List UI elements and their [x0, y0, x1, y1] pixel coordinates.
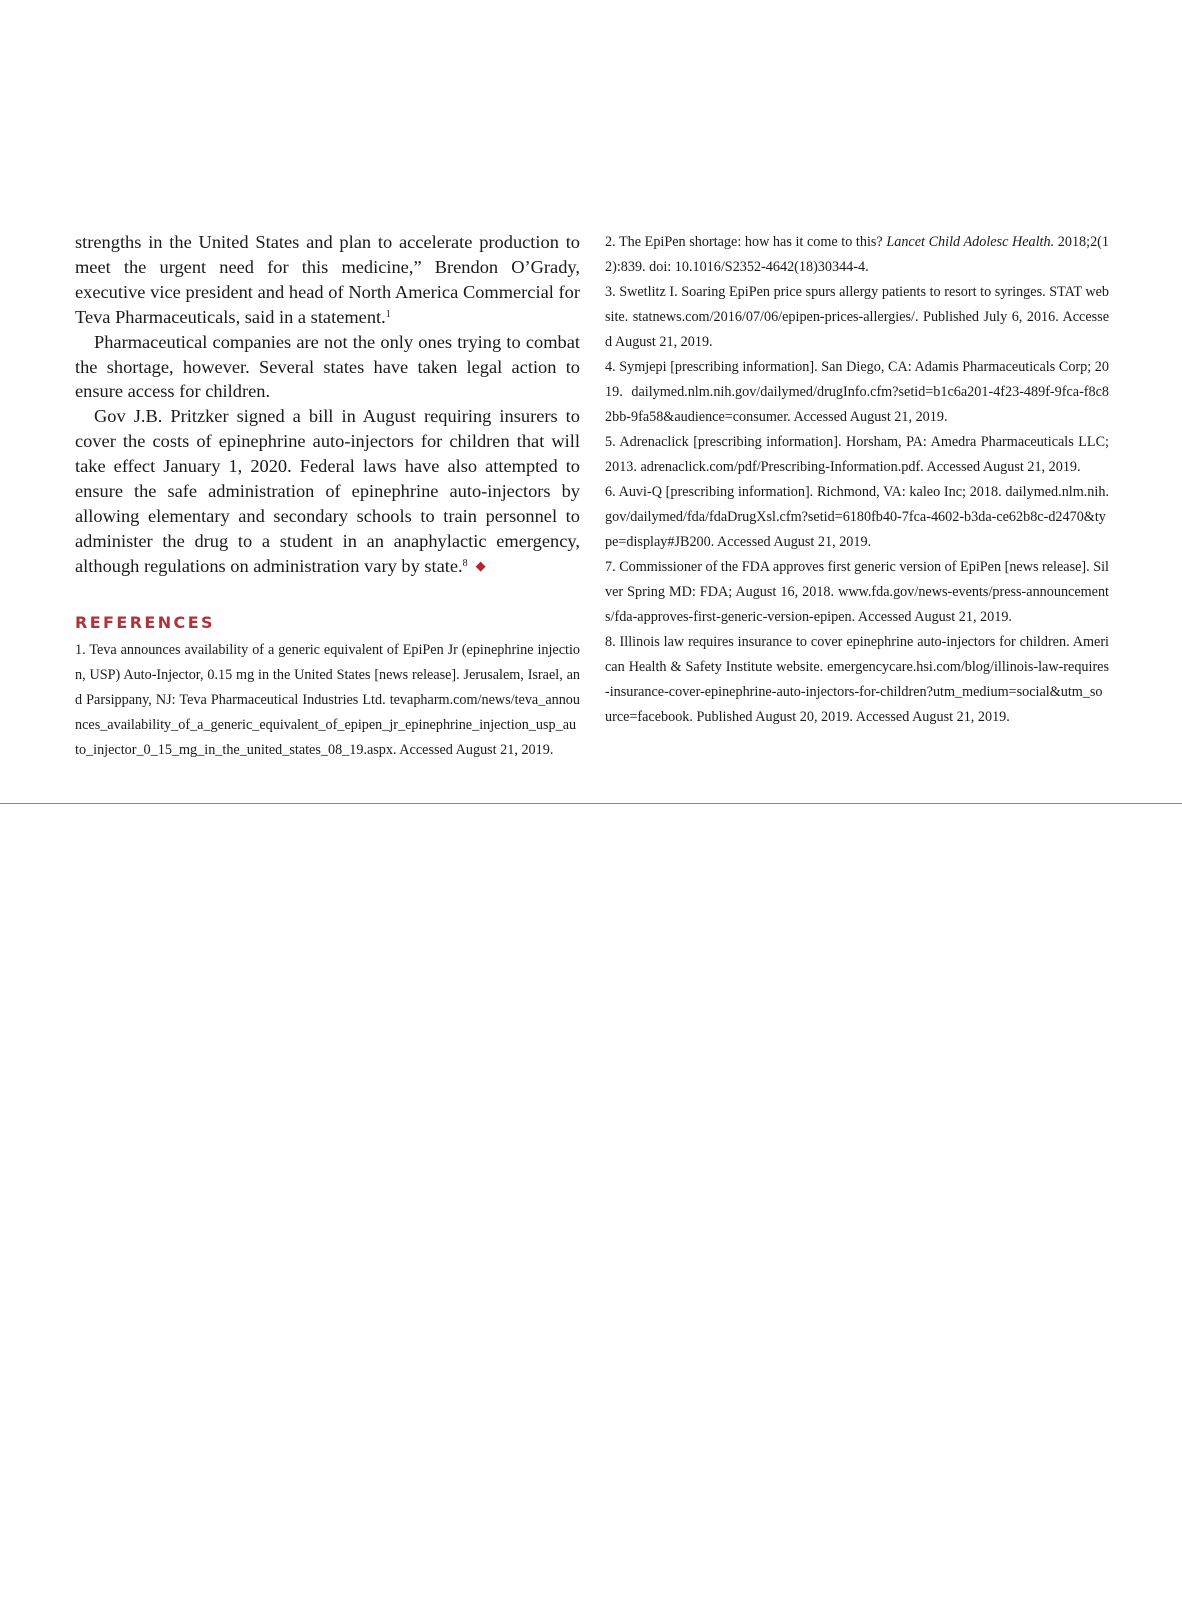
reference-2	[605, 230, 1109, 280]
end-mark-diamond-icon: ◆	[475, 557, 486, 573]
right-column	[605, 230, 1109, 730]
reference-2-journal: Lancet Child Adolesc Health.	[886, 234, 1055, 250]
reference-5: 5. Adrenaclick [prescribing information]. Horsham, PA: Amedra Pharmaceuticals LLC; 2013. adrenaclick.com/pdf/Prescribing-Information.pdf. Accessed August 21, 2019.	[605, 434, 1109, 475]
reference-7: 7. Commissioner of the FDA approves first generic version of EpiPen [news release]. Silver Spring MD: FDA; August 16, 2018. www.fda.gov/news-events/press-announcements/fda-approves-first-generic-version-epipen. Accessed August 21, 2019.	[605, 559, 1109, 625]
body-paragraph-1-text: strengths in the United States and plan to accelerate production to meet the urgent need for this medicine,” Brendon O’Grady, executive vice president and head of North America Commercial for Teva Pharmaceuticals, said in a statement.	[75, 232, 580, 327]
citation-superscript-8: 8	[462, 557, 468, 569]
reference-2-text: 2. The EpiPen shortage: how has it come to this?	[605, 234, 887, 250]
body-paragraph-3	[75, 404, 580, 578]
reference-4: 4. Symjepi [prescribing information]. San Diego, CA: Adamis Pharmaceuticals Corp; 2019. dailymed.nlm.nih.gov/dailymed/drugInfo.cfm?setid=b1c6a201-4f23-489f-9fca-f8c82bb-9fa58&audience=consumer. Accessed August 21, 2019.	[605, 359, 1109, 425]
reference-3: 3. Swetlitz I. Soaring EpiPen price spurs allergy patients to resort to syringes. STAT website. statnews.com/2016/07/06/epipen-prices-allergies/. Published July 6, 2016. Accessed August 21, 2019.	[605, 284, 1109, 350]
body-paragraph-1	[75, 230, 580, 330]
reference-2-details: 2018;2(12):839. doi: 10.1016/S2352-4642(18)30344-4.	[605, 234, 1109, 275]
reference-1: 1. Teva announces availability of a generic equivalent of EpiPen Jr (epinephrine injection, USP) Auto-Injector, 0.15 mg in the United States [news release]. Jerusalem, Israel, and Parsippany, NJ: Teva Pharmaceutical Industries Ltd. tevapharm.com/news/teva_announces_availability_of_a_generic_equivalent_of_epipen_jr_epinephrine_injection_usp_auto_injector_0_15_mg_in_the_united_states_08_19.aspx. Accessed August 21, 2019.	[75, 641, 580, 758]
reference-8: 8. Illinois law requires insurance to cover epinephrine auto-injectors for children. American Health & Safety Institute website. emergencycare.hsi.com/blog/illinois-law-requires-insurance-cover-epinephrine-auto-injectors-for-children?utm_medium=social&utm_source=facebook. Published August 20, 2019. Accessed August 21, 2019.	[605, 634, 1109, 725]
citation-superscript-1: 1	[385, 308, 391, 320]
body-paragraph-2: Pharmaceutical companies are not the only ones trying to combat the shortage, however. Several states have taken legal action to ensure access for children.	[75, 331, 580, 402]
body-paragraph-3-text: Gov J.B. Pritzker signed a bill in August requiring insurers to cover the costs of epinephrine auto-injectors for children that will take effect January 1, 2020. Federal laws have also attempted to ensure the safe administration of epinephrine auto-injectors by allowing elementary and secondary schools to train personnel to administer the drug to a student in an anaphylactic emergency, although regulations on administration vary by state.	[75, 406, 580, 576]
reference-6: 6. Auvi-Q [prescribing information]. Richmond, VA: kaleo Inc; 2018. dailymed.nlm.nih.gov/dailymed/fda/fdaDrugXsl.cfm?setid=6180fb40-7fca-4602-b3da-ce62b8c-d2470&type=display#JB200. Accessed August 21, 2019.	[605, 484, 1109, 550]
page-divider	[0, 803, 1182, 804]
references-heading: REFERENCES	[75, 612, 215, 632]
left-column	[75, 230, 580, 763]
